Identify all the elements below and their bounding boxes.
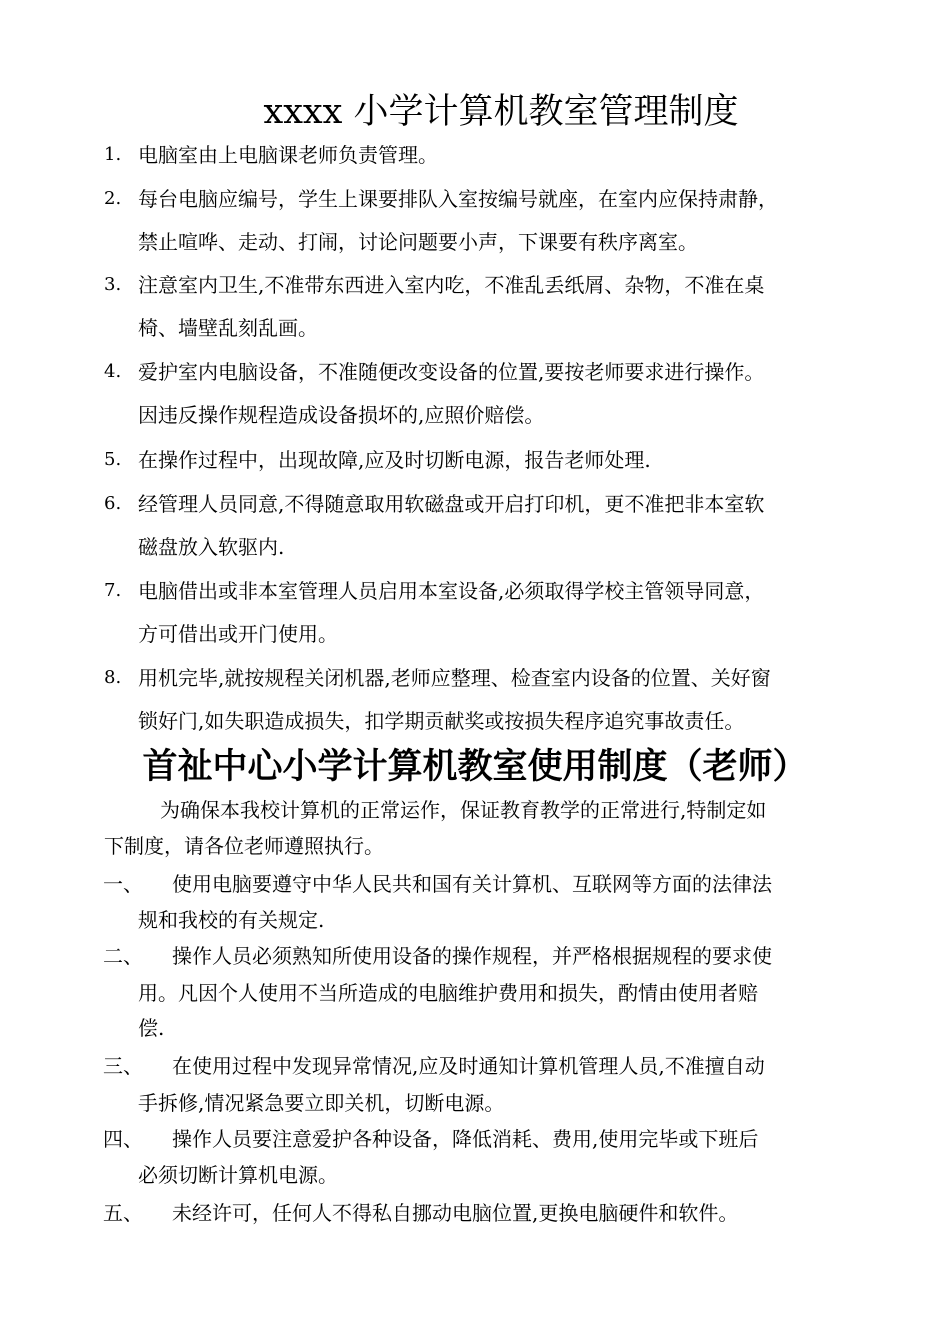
teacher-rule-text: 手拆修,情况紧急要立即关机，切断电源。 (138, 1091, 505, 1115)
rule-number: 5. (104, 449, 122, 470)
rule-number: 2. (104, 188, 122, 209)
rule-number: 3. (104, 274, 122, 295)
rule-text: 椅、墙壁乱刻乱画。 (138, 316, 318, 340)
rule-text: 磁盘放入软驱内. (138, 535, 285, 559)
teacher-rule-text: 在使用过程中发现异常情况,应及时通知计算机管理人员,不准擅自动 (172, 1054, 765, 1078)
rule-number: 7. (104, 580, 122, 601)
teacher-rule-number: 一、 (103, 872, 143, 896)
intro-text: 下制度，请各位老师遵照执行。 (104, 834, 384, 858)
teacher-rule-number: 四、 (103, 1127, 143, 1151)
rule-number: 1. (104, 144, 122, 165)
rule-text: 方可借出或开门使用。 (138, 622, 338, 646)
teacher-rule-text: 未经许可，任何人不得私自挪动电脑位置,更换电脑硬件和软件。 (172, 1201, 739, 1225)
teacher-rule-text: 用。凡因个人使用不当所造成的电脑维护费用和损失，酌情由使用者赔 (138, 981, 758, 1005)
rule-text: 电脑借出或非本室管理人员启用本室设备,必须取得学校主管领导同意， (138, 579, 765, 603)
teacher-rule-number: 二、 (103, 944, 143, 968)
rule-text: 锁好门,如失职造成损失，扣学期贡献奖或按损失程序追究事故责任。 (138, 709, 745, 733)
teacher-rule-text: 规和我校的有关规定. (138, 908, 325, 932)
teacher-rule-text: 操作人员必须熟知所使用设备的操作规程，并严格根据规程的要求使 (172, 944, 772, 968)
rule-text: 经管理人员同意,不得随意取用软磁盘或开启打印机，更不准把非本室软 (138, 492, 765, 516)
teacher-rule-number: 三、 (103, 1054, 143, 1078)
rule-text: 因违反操作规程造成设备损坏的,应照价赔偿。 (138, 403, 545, 427)
rule-number: 6. (104, 493, 122, 514)
rule-text: 注意室内卫生,不准带东西进入室内吃，不准乱丢纸屑、杂物，不准在桌 (138, 273, 765, 297)
section-title: 首祉中心小学计算机教室使用制度（老师） (142, 747, 808, 787)
teacher-rule-text: 偿. (138, 1016, 165, 1040)
teacher-rule-number: 五、 (103, 1201, 143, 1225)
rule-text: 爱护室内电脑设备，不准随便改变设备的位置,要按老师要求进行操作。 (138, 360, 765, 384)
rule-number: 4. (104, 361, 122, 382)
intro-text: 为确保本我校计算机的正常运作，保证教育教学的正常进行,特制定如 (160, 798, 767, 822)
document-title: xxxx 小学计算机教室管理制度 (263, 92, 739, 132)
rule-text: 在操作过程中，出现故障,应及时切断电源，报告老师处理. (138, 448, 651, 472)
rule-text: 禁止喧哗、走动、打闹，讨论问题要小声，下课要有秩序离室。 (138, 230, 698, 254)
rule-number: 8. (104, 667, 122, 688)
teacher-rule-text: 必须切断计算机电源。 (138, 1163, 338, 1187)
teacher-rule-text: 使用电脑要遵守中华人民共和国有关计算机、互联网等方面的法律法 (172, 872, 772, 896)
teacher-rule-text: 操作人员要注意爱护各种设备，降低消耗、费用,使用完毕或下班后 (172, 1127, 759, 1151)
rule-text: 用机完毕,就按规程关闭机器,老师应整理、检查室内设备的位置、关好窗 (138, 666, 771, 690)
rule-text: 电脑室由上电脑课老师负责管理。 (138, 143, 438, 167)
rule-text: 每台电脑应编号，学生上课要排队入室按编号就座，在室内应保持肃静， (138, 187, 778, 211)
